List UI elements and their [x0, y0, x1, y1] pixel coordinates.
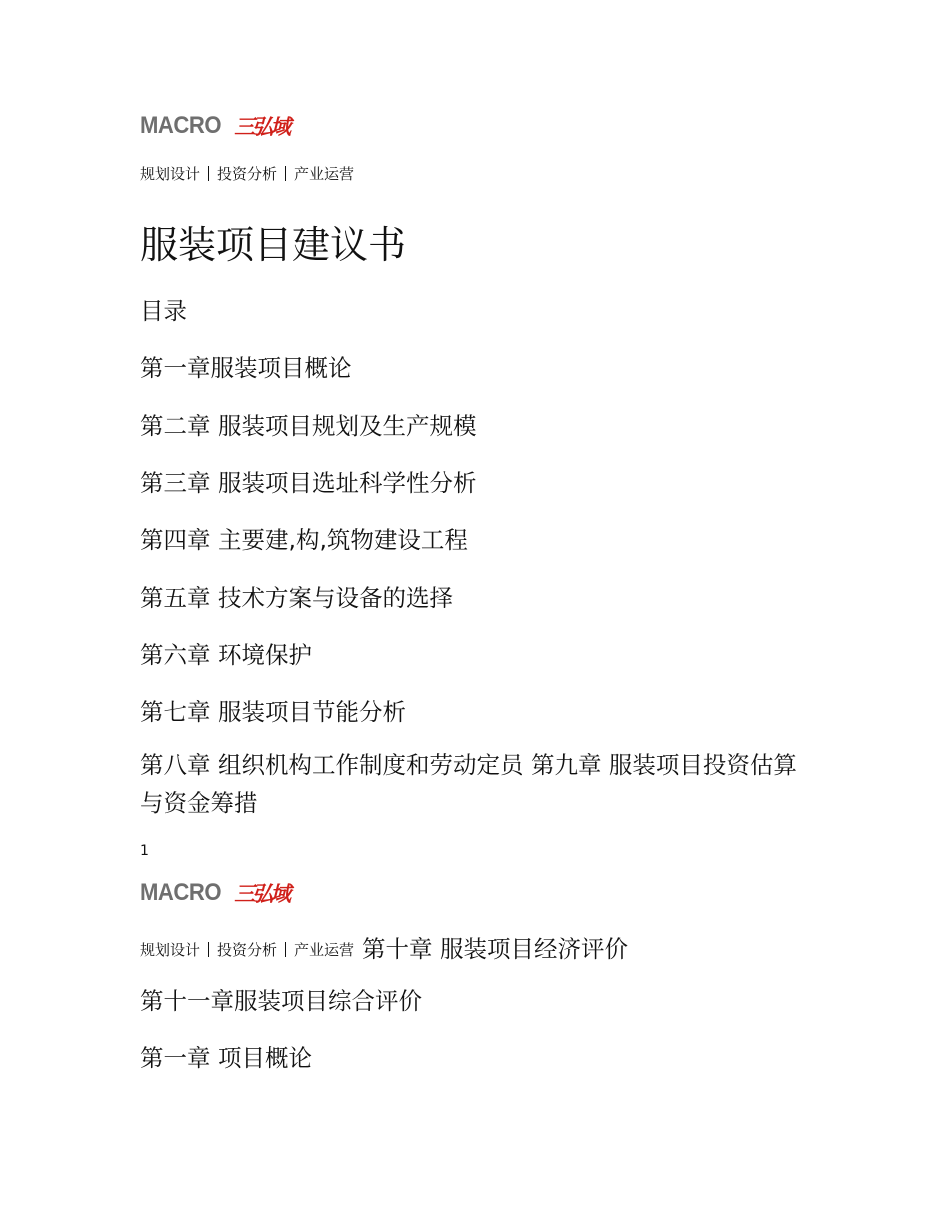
tagline-item: 投资分析	[217, 165, 278, 183]
toc-chapter-4: 第四章 主要建,构,筑物建设工程	[140, 526, 468, 554]
tagline-item: 产业运营	[294, 941, 355, 959]
toc-chapter-2: 第二章 服装项目规划及生产规模	[140, 412, 477, 440]
header-tagline-page2	[140, 930, 628, 964]
tagline-separator	[285, 942, 286, 957]
tagline-separator	[285, 166, 286, 181]
header-tagline	[140, 163, 354, 184]
document-title: 服装项目建议书	[140, 223, 407, 267]
logo-mark: 三弘域	[234, 882, 289, 906]
toc-chapter-7: 第七章 服装项目节能分析	[140, 698, 406, 726]
toc-chapter-6: 第六章 环境保护	[140, 641, 312, 669]
tagline-item: 产业运营	[294, 165, 355, 183]
logo-mark: 三弘域	[234, 115, 289, 139]
toc-chapter-5: 第五章 技术方案与设备的选择	[140, 584, 453, 612]
toc-chapter-3: 第三章 服装项目选址科学性分析	[140, 469, 477, 497]
chapter-1-heading: 第一章 项目概论	[140, 1044, 312, 1072]
toc-heading: 目录	[140, 297, 187, 325]
company-logo-page2	[140, 879, 288, 907]
tagline-item: 规划设计	[140, 165, 201, 183]
tagline-separator	[208, 166, 209, 181]
logo-wordmark: MACRO	[140, 879, 222, 906]
toc-chapter-8-9: 第八章 组织机构工作制度和劳动定员 第九章 服装项目投资估算与资金筹措	[140, 751, 797, 817]
logo-wordmark: MACRO	[140, 112, 222, 139]
page-number: 1	[140, 843, 149, 859]
tagline-item: 规划设计	[140, 941, 201, 959]
tagline-item: 投资分析	[217, 941, 278, 959]
toc-chapter-10: 第十章 服装项目经济评价	[362, 935, 629, 963]
company-logo	[140, 112, 288, 140]
toc-chapter-1: 第一章服装项目概论	[140, 354, 352, 382]
toc-chapter-11: 第十一章服装项目综合评价	[140, 987, 422, 1015]
tagline-separator	[208, 942, 209, 957]
